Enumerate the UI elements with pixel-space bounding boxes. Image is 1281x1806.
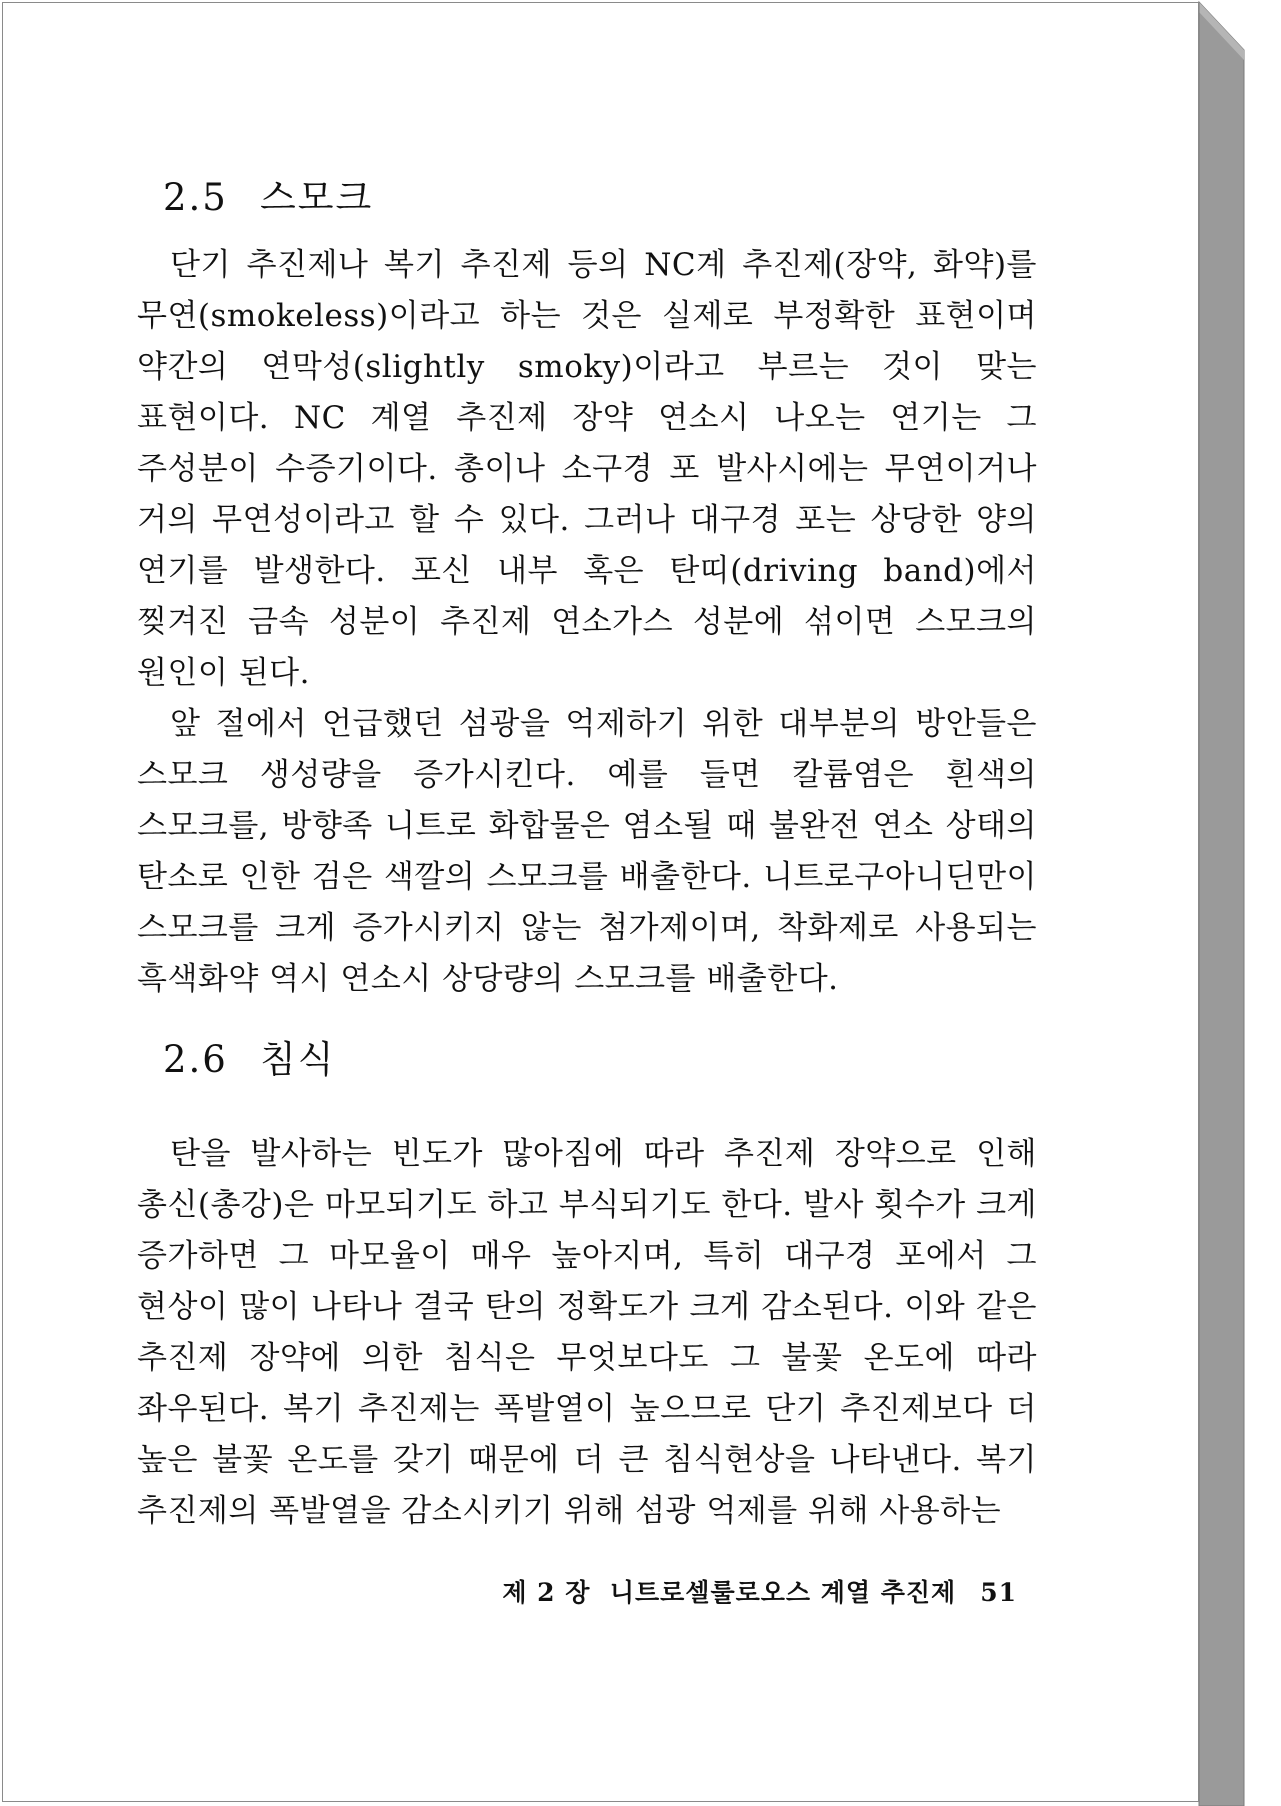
section-number: 2.5 xyxy=(163,176,228,219)
page-footer xyxy=(137,1573,1017,1609)
section-title: 스모크 xyxy=(260,176,374,219)
paragraph: 단기 추진제나 복기 추진제 등의 NC계 추진제(장약, 화약)를 무연(smokeless)이라고 하는 것은 실제로 부정확한 표현이며 약간의 연막성(slightly smoky)이라고 부르는 것이 맞는 표현이다. NC 계열 추진제 장약 연소시 나오는 연기는 그 주성분이 수증기이다. 총이나 소구경 포 발사시에는 무연이거나 거의 무연성이라고 할 수 있다. 그러나 대구경 포는 상당한 양의 연기를 발생한다. 포신 내부 혹은 탄띠(driving band)에서 찢겨진 금속 성분이 추진제 연소가스 성분에 섞이면 스모크의 원인이 된다. xyxy=(137,247,1037,691)
section-number: 2.6 xyxy=(163,1038,228,1081)
section-title: 침식 xyxy=(260,1038,336,1081)
section-erosion xyxy=(137,1032,1037,1537)
section-smoke xyxy=(137,170,1037,1005)
page-number: 51 xyxy=(980,1578,1017,1607)
chapter-running-head: 제 2 장 니트로셀룰로오스 계열 추진제 xyxy=(502,1578,957,1607)
paragraph: 앞 절에서 언급했던 섬광을 억제하기 위한 대부분의 방안들은 스모크 생성량을 증가시킨다. 예를 들면 칼륨염은 흰색의 스모크를, 방향족 니트로 화합물은 염소될 때 불완전 연소 상태의 탄소로 인한 검은 색깔의 스모크를 배출한다. 니트로구아니딘만이 스모크를 크게 증가시키지 않는 첨가제이며, 착화제로 사용되는 흑색화약 역시 연소시 상당량의 스모크를 배출한다. xyxy=(137,706,1037,997)
paragraph: 탄을 발사하는 빈도가 많아짐에 따라 추진제 장약으로 인해 총신(총강)은 마모되기도 하고 부식되기도 한다. 발사 횟수가 크게 증가하면 그 마모율이 매우 높아지며, 특히 대구경 포에서 그 현상이 많이 나타나 결국 탄의 정확도가 크게 감소된다. 이와 같은 추진제 장약에 의한 침식은 무엇보다도 그 불꽃 온도에 따라 좌우된다. 복기 추진제는 폭발열이 높으므로 단기 추진제보다 더 높은 불꽃 온도를 갖기 때문에 더 큰 침식현상을 나타낸다. 복기 추진제의 폭발열을 감소시키기 위해 섬광 억제를 위해 사용하는 xyxy=(137,1136,1037,1529)
page-content xyxy=(137,170,1037,1529)
section-heading xyxy=(137,1032,1037,1088)
section-heading xyxy=(137,170,1037,226)
